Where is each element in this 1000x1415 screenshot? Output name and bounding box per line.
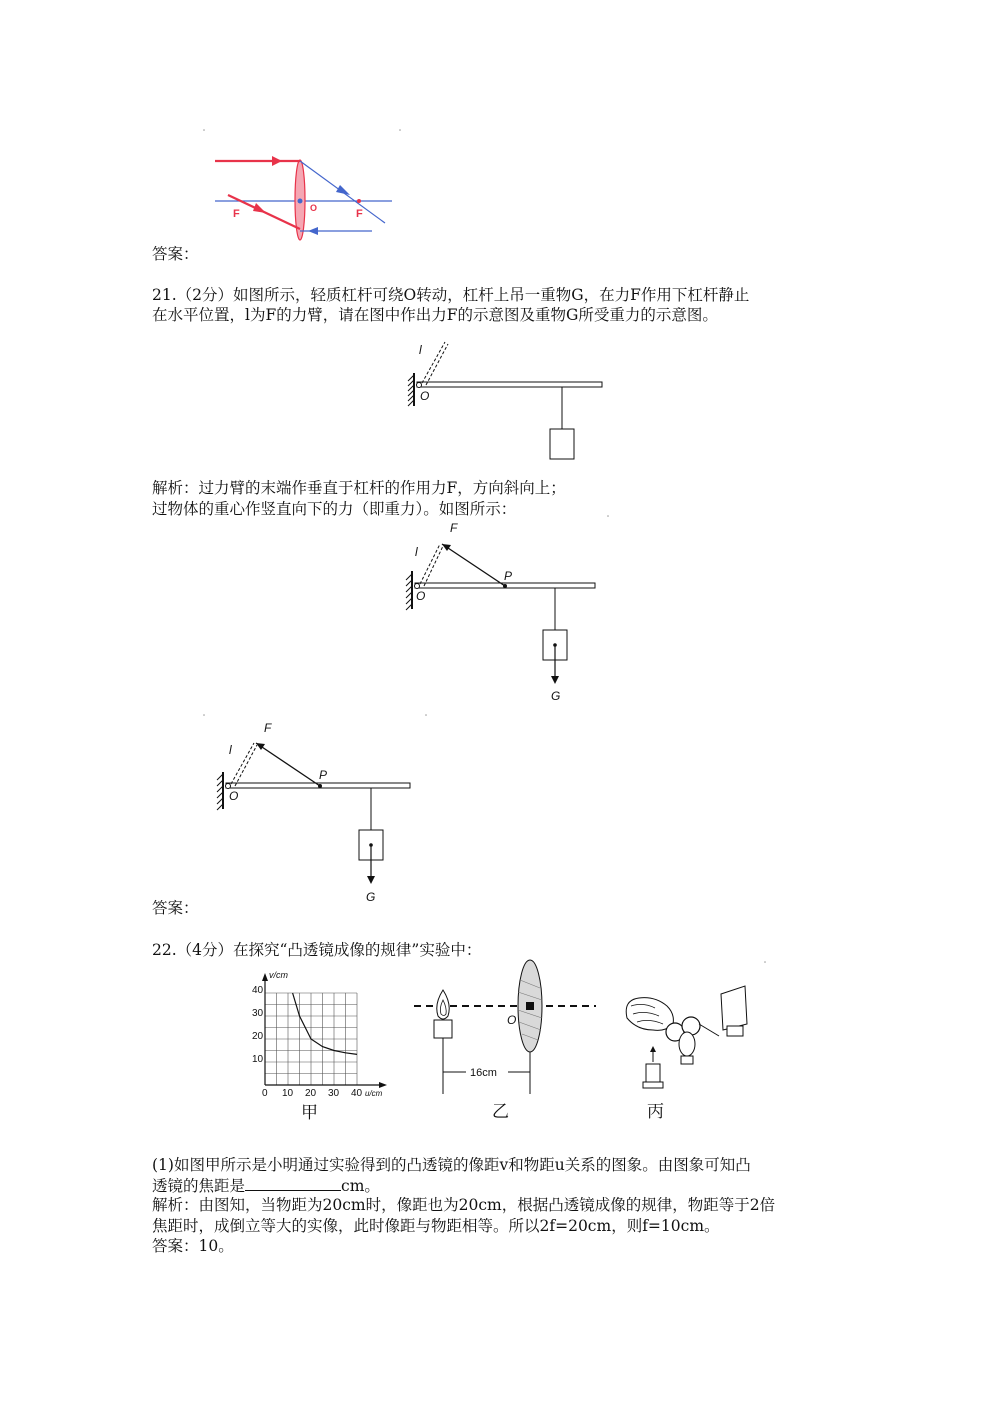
experiment-caption: 乙: [492, 1102, 509, 1122]
x-axis-label: u/cm: [365, 1089, 383, 1098]
answer-label-1: 答案：: [152, 245, 199, 263]
y-tick-40: 40: [252, 985, 264, 996]
point-label: P: [319, 768, 328, 782]
distance-label: 16cm: [470, 1067, 497, 1079]
q22-sub1-suffix: cm。: [341, 1177, 380, 1195]
q22-heading: 22.（4分）在探究“凸透镜成像的规律”实验中：: [152, 941, 482, 959]
q21-analysis-line2: 过物体的重心作竖直向下的力（即重力）。如图所示：: [152, 500, 517, 518]
x-tick-10: 10: [282, 1088, 294, 1099]
graph-caption: 甲: [301, 1103, 318, 1123]
force-f-line: [442, 544, 505, 586]
gravity-label: G: [366, 890, 376, 904]
q22-sub1-line1: (1)如图甲所示是小明通过实验得到的凸透镜的像距v和物距u关系的图象。由图象可知凸: [152, 1156, 751, 1174]
y-tick-10: 10: [252, 1054, 264, 1065]
y-tick-30: 30: [252, 1008, 264, 1019]
x-tick-0: 0: [262, 1088, 268, 1099]
force-f-line: [256, 743, 320, 786]
candle: [646, 1064, 660, 1082]
q21-analysis-line1: 解析：过力臂的末端作垂直于杠杆的作用力F，方向斜向上；: [152, 479, 566, 497]
q21-number: 21.（2分）: [152, 286, 234, 304]
lever-bar: [226, 783, 410, 788]
vu-curve: [293, 993, 357, 1054]
gravity-label: G: [551, 689, 561, 703]
screen: [721, 986, 747, 1030]
pivot-label: O: [229, 789, 239, 803]
force-label: F: [450, 521, 458, 535]
x-tick-30: 30: [328, 1088, 340, 1099]
arm-label: l: [229, 743, 232, 757]
q21-line1: [152, 285, 749, 305]
q22-analysis-line2: 焦距时，成倒立等大的实像，此时像距与物距相等。所以2f=20cm，则f=10cm。: [152, 1217, 720, 1235]
x-tick-40: 40: [351, 1088, 363, 1099]
pivot-label: O: [416, 589, 426, 603]
hanging-weight: [550, 429, 574, 459]
point-label: P: [504, 569, 513, 583]
q21-answer-label: 答案：: [152, 899, 199, 917]
eyeglass-caption: 丙: [647, 1102, 664, 1122]
lens-experiment-figure: [410, 960, 600, 1125]
pivot-label: O: [420, 389, 430, 403]
q21-text-line2: 在水平位置，l为F的力臂，请在图中作出力F的示意图及重物G所受重力的示意图。: [152, 306, 718, 324]
arm-label: l: [415, 545, 418, 559]
arm-label: l: [419, 343, 422, 357]
q22-analysis-line1: 解析：由图知，当物距为20cm时，像距也为20cm，根据凸透镜成像的规律，物距等于2倍: [152, 1196, 776, 1214]
q22-sub1-line2: [152, 1175, 380, 1196]
answer-blank[interactable]: [245, 1175, 341, 1191]
force-label: F: [264, 721, 272, 735]
candle: [434, 1020, 452, 1038]
q21-text-line1: 如图所示，轻质杠杆可绕O转动，杠杆上吊一重物G，在力F作用下杠杆静止: [233, 286, 750, 304]
vu-graph: [245, 965, 395, 1123]
q22-sub1-prefix: 透镜的焦距是: [152, 1177, 246, 1195]
y-tick-20: 20: [252, 1031, 264, 1042]
y-axis-label: v/cm: [269, 970, 288, 980]
q22-answer: 答案：10。: [152, 1237, 234, 1255]
eyeglass-experiment-figure: [615, 960, 775, 1125]
focus-label-right: F: [356, 208, 363, 220]
lever-figure-question: [400, 338, 610, 463]
lever-bar: [417, 382, 602, 387]
optical-center-label: O: [310, 203, 318, 213]
x-tick-20: 20: [305, 1088, 317, 1099]
lever-figure-answer: [200, 712, 430, 907]
lens-label: O: [507, 1013, 517, 1027]
lever-figure-analysis: [398, 514, 613, 709]
lens-ray-diagram: [200, 125, 410, 250]
focus-label-left: F: [233, 208, 240, 220]
